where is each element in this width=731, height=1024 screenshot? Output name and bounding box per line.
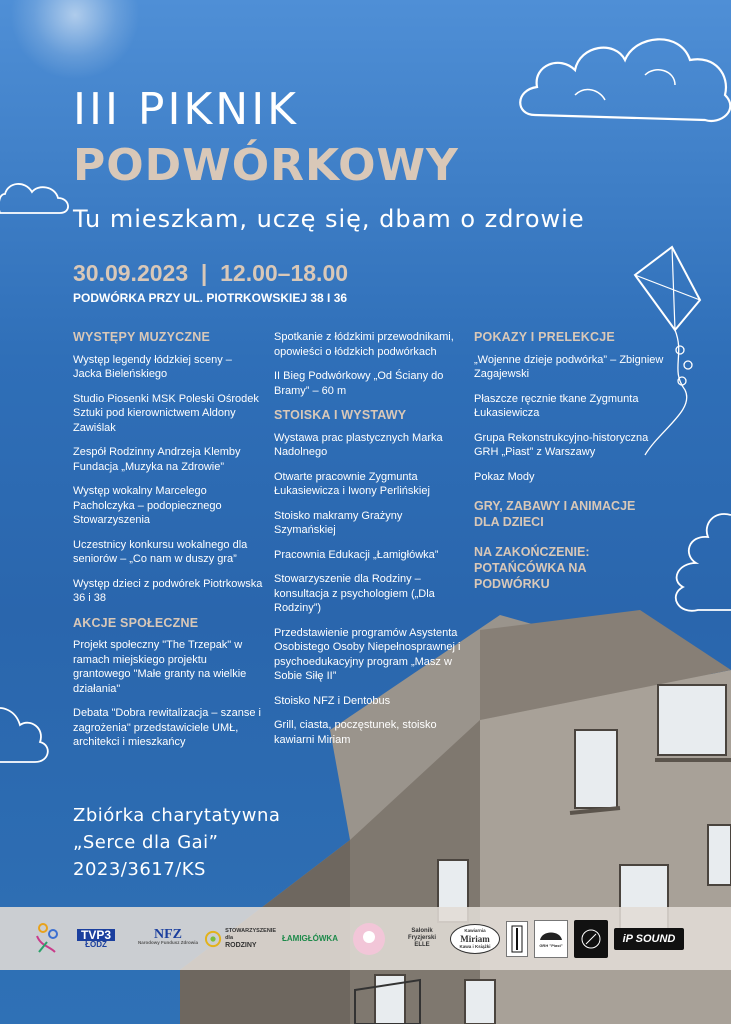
stowarzyszenie-logo-text (225, 928, 276, 949)
charity-line-3: 2023/3617/KS (73, 859, 206, 880)
miriam-logo-name: Miriam (460, 933, 490, 944)
social-item: Debata "Dobra rewitalizacja – szanse i zagrożenia" przedstawiciele UMŁ, architekci i mieszkańcy (73, 707, 261, 748)
separator: | (194, 260, 214, 286)
tvp3-logo-city: ŁÓDŹ (85, 939, 107, 949)
event-time: 12.00–18.00 (220, 260, 349, 286)
column-3 (474, 330, 664, 606)
nfz-logo-name: NFZ (154, 926, 182, 942)
date-time (73, 260, 348, 287)
music-item: Występ wokalny Marcelego Pacholczyka – podopiecznego Stowarzyszenia (73, 485, 222, 526)
grh-piast-logo (534, 920, 568, 958)
column-2 (274, 330, 464, 757)
salonik-logo (400, 920, 444, 958)
cloud-left-lower-icon (0, 700, 52, 770)
miriam-logo (450, 924, 500, 954)
ip-sound-logo: iP SOUND (614, 928, 684, 950)
music-item: Uczestnicy konkursu wokalnego dla seniorów – „Co nam w duszy gra” (73, 538, 248, 565)
salonik-logo-line-1: Salonik (411, 928, 433, 934)
charity-line-1: Zbiórka charytatywna (73, 805, 281, 826)
shows-item: Pokaz Mody (474, 470, 535, 483)
stands-item: Stoisko NFZ i Dentobus (274, 694, 391, 707)
stowarzyszenie-logo-top: STOWARZYSZENIE (225, 928, 276, 934)
games-heading: GRY, ZABAWY I ANIMACJE DLA DZIECI (474, 499, 636, 529)
title-line-2: PODWÓRKOWY (73, 140, 459, 191)
nfz-logo (138, 920, 198, 958)
event-date: 30.09.2023 (73, 260, 189, 286)
people-logo-icon (32, 920, 62, 958)
intro-item: II Bieg Podwórkowy „Od Ściany do Bramy” – 60 m (274, 370, 444, 397)
shows-item: Grupa Rekonstrukcyjno-historyczna GRH „Piast” z Warszawy (474, 431, 649, 458)
finale-heading: NA ZAKOŃCZENIE: POTAŃCÓWKA NA PODWÓRKU (474, 545, 590, 591)
tvp3-logo (68, 920, 124, 958)
music-item: Występ legendy łódzkiej sceny – Jacka Bieleńskiego (73, 353, 232, 380)
shows-item: Płaszcze ręcznie tkane Zygmunta Łukasiewicza (474, 392, 639, 419)
stands-item: Pracownia Edukacji „Łamigłówka” (274, 548, 439, 561)
cloud-left-icon (0, 178, 70, 218)
nfz-logo-sub: Narodowy Fundusz Zdrowia (138, 939, 199, 945)
stands-item: Wystawa prac plastycznych Marka Nadolnego (274, 431, 443, 458)
stands-item: Grill, ciasta, poczęstunek, stoisko kawiarni Miriam (274, 719, 437, 746)
venue: PODWÓRKA PRZY UL. PIOTRKOWSKIEJ 38 I 36 (73, 291, 348, 305)
music-item: Zespół Rodzinny Andrzeja Klemby Fundacja „Muzyka na Zdrowie” (73, 446, 241, 473)
music-item: Występ dzieci z podwórek Piotrkowska 36 i 38 (73, 577, 263, 604)
subtitle: Tu mieszkam, uczę się, dbam o zdrowie (73, 205, 585, 233)
tvp3-logo-name: TVP3 (77, 929, 115, 941)
stands-item: Stoisko makramy Grażyny Szymańskiej (274, 509, 403, 536)
dark-logo (574, 920, 608, 958)
music-item: Studio Piosenki MSK Poleski Ośrodek Sztuki pod kierownictwem Aldony Zawiślak (73, 392, 259, 434)
shows-heading: POKAZY I PRELEKCJE (474, 330, 615, 344)
lamiglowka-logo (282, 920, 338, 958)
helmet-icon (538, 928, 564, 942)
stowarzyszenie-logo-dla: dla (225, 935, 234, 941)
sun-family-icon (204, 925, 222, 953)
salonik-logo-line-3: ELLE (414, 942, 430, 948)
charity-collection (73, 802, 280, 883)
grh-piast-logo-name: GRH "Piast" (539, 942, 563, 948)
sun-glow (10, 0, 140, 80)
intro-item: Spotkanie z łódzkimi przewodnikami, opowieści o łódzkich podwórkach (274, 331, 454, 358)
column-1 (73, 330, 263, 760)
cloud-top-right-icon (515, 15, 731, 135)
stands-item: Otwarte pracownie Zygmunta Łukasiewicza i Iwony Perlińskiej (274, 470, 430, 497)
stands-item: Przedstawienie programów Asystenta Osobistego Osoby Niepełnosprawnej i psychoedukacyjny program „Masz w Sobie Siłę II” (274, 626, 461, 682)
social-heading: AKCJE SPOŁECZNE (73, 615, 199, 630)
charity-line-2: „Serce dla Gai” (73, 832, 219, 853)
pink-logo (344, 920, 394, 958)
miriam-logo-top: Kawiarnia (464, 927, 486, 933)
salonik-logo-line-2: Fryzjerski (407, 935, 437, 941)
vertical-logo (506, 921, 528, 957)
stands-item: Stowarzyszenie dla Rodziny – konsultacja z psychologiem („Dla Rodziny”) (274, 573, 435, 614)
stowarzyszenie-logo-bottom: RODZINY (225, 942, 257, 949)
shows-item: „Wojenne dzieje podwórka” – Zbigniew Zagajewski (474, 353, 664, 380)
lamiglowka-logo-name: ŁAMIGŁÓWKA (282, 933, 338, 943)
title-line-1: III PIKNIK (73, 84, 300, 135)
miriam-logo-sub: Kawa i Książki (459, 943, 491, 949)
stowarzyszenie-logo (204, 920, 276, 958)
music-heading: WYSTĘPY MUZYCZNE (73, 330, 211, 344)
sponsor-logo-bar (0, 907, 731, 970)
social-item: Projekt społeczny "The Trzepak" w ramach miejskiego projektu grantowego "Małe granty na wielkie działania" (73, 639, 247, 695)
stands-heading: STOISKA I WYSTAWY (274, 408, 407, 422)
